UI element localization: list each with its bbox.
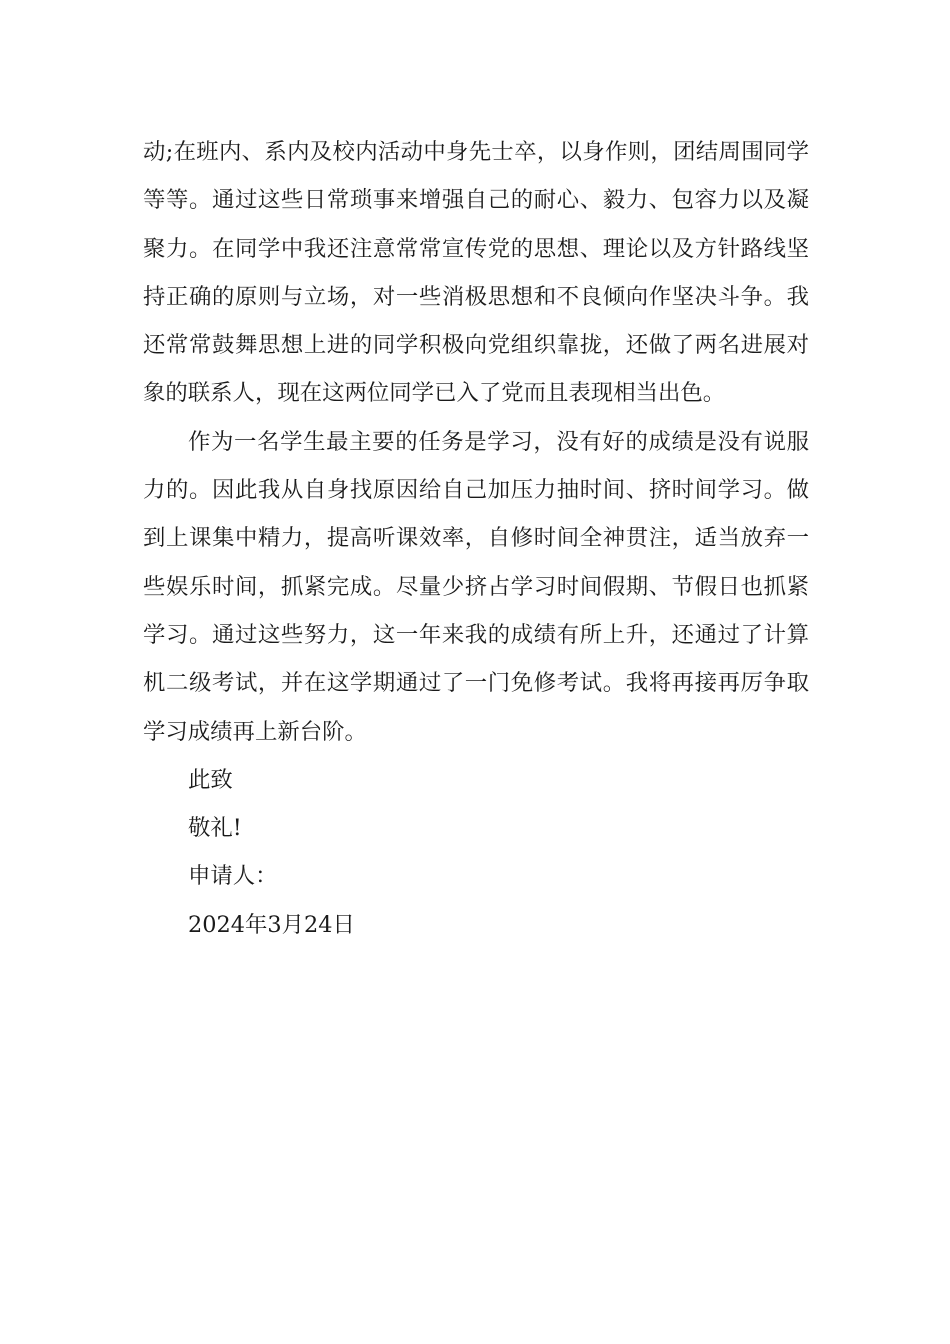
closing-salutation: 此致: [188, 766, 233, 793]
paragraph-study: 作为一名学生最主要的任务是学习，没有好的成绩是没有说服力的。因此我从自身找原因给自己加压力抽时间、挤时间学习。做到上课集中精力，提高听课效率，自修时间全神贯注，适当放弃一些娱乐时间，抓紧完成。尽量少挤占学习时间假期、节假日也抓紧学习。通过这些努力，这一年来我的成绩有所上升，还通过了计算机二级考试，并在这学期通过了一门免修考试。我将再接再厉争取学习成绩再上新台阶。: [143, 428, 809, 745]
paragraph-continued: 动;在班内、系内及校内活动中身先士卒，以身作则，团结周围同学等等。通过这些日常琐事来增强自己的耐心、毅力、包容力以及凝聚力。在同学中我还注意常常宣传党的思想、理论以及方针路线坚持正确的原则与立场，对一些消极思想和不良倾向作坚决斗争。我还常常鼓舞思想上进的同学积极向党组织靠拢，还做了两名进展对象的联系人，现在这两位同学已入了党而且表现相当出色。: [143, 139, 809, 407]
closing-respect: 敬礼!: [188, 815, 242, 842]
letter-body: [143, 128, 809, 949]
applicant-label: 申请人：: [188, 863, 278, 890]
letter-date: 2024年3月24日: [188, 911, 355, 938]
